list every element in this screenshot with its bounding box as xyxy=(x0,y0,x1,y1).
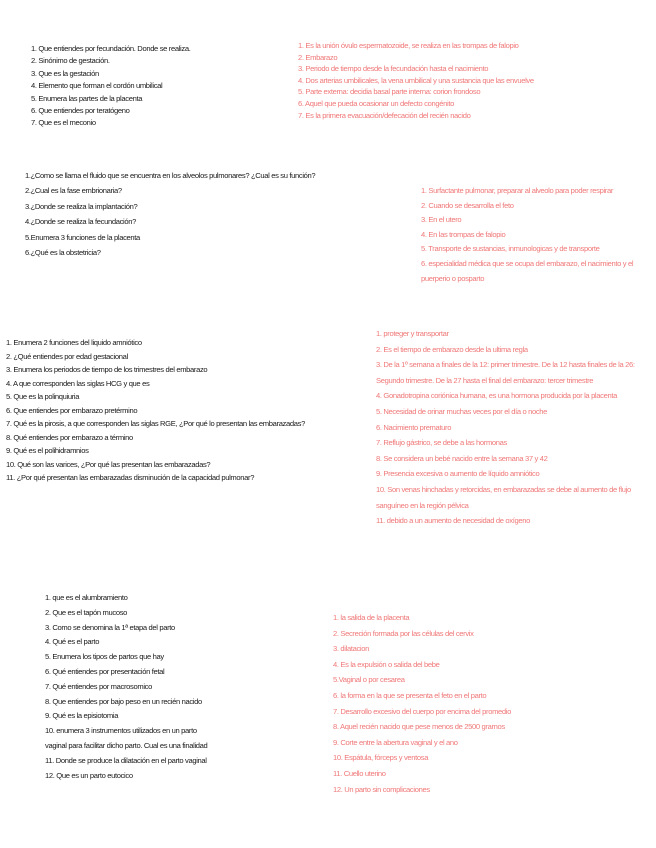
question-item: 3. Enumera los periodos de tiempo de los trimestres del embarazo xyxy=(6,365,208,374)
answer-item: 6. Aquel que pueda ocasionar un defecto congénito xyxy=(298,98,454,108)
question-item: 3. Como se denomina la 1ª etapa del parto xyxy=(45,622,175,632)
answer-item: 5.Vaginal o por cesarea xyxy=(333,675,405,685)
question-item: 12. Que es un parto eutocico xyxy=(45,770,133,780)
answer-item: 1. Es la unión óvulo espermatozoide, se realiza en las trompas de falopio xyxy=(298,41,519,50)
answer-item: 4. Gonadotropina coriónica humana, es una hormona producida por la placenta xyxy=(376,391,617,401)
question-item: 1.¿Como se llama el fluido que se encuentra en los alveolos pulmonares? ¿Cual es su función? xyxy=(25,171,316,180)
answer-item: 3. Periodo de tiempo desde la fecundación hasta el nacimiento xyxy=(298,64,489,74)
question-item: 4. A que corresponden las siglas HCG y que es xyxy=(6,378,150,388)
question-item: 3. Que es la gestación xyxy=(31,68,99,78)
section4-answers xyxy=(333,610,573,797)
question-item: 2.¿Cual es la fase embrionaria? xyxy=(25,186,122,196)
answer-item: 2. Es el tiempo de embarazo desde la ultima regla xyxy=(376,344,528,354)
question-item: 4. Elemento que forman el cordón umbilical xyxy=(31,81,163,91)
answer-item: 1. la salida de la placenta xyxy=(333,613,410,622)
answer-item: 11. Cuello uterino xyxy=(333,768,386,778)
answer-item: 4. Es la expulsión o salida del bebe xyxy=(333,659,440,669)
section2-questions xyxy=(25,168,415,260)
answer-item: 5. Necesidad de orinar muchas veces por el día o noche xyxy=(376,406,548,416)
answer-item: 3. De la 1º semana a finales de la 12: primer trimestre. De la 12 hasta finales de la 26: Segundo trimestre. De la 27 hasta el final del embarazo: tercer trimestre xyxy=(376,360,635,385)
question-item: 1. Que entiendes por fecundación. Donde se realiza. xyxy=(31,44,191,53)
answer-item: 7. Reflujo gástrico, se debe a las hormonas xyxy=(376,438,508,448)
section1-answers xyxy=(298,40,568,121)
answer-item: 6. Nacimiento prematuro xyxy=(376,422,452,432)
question-item: 7. Qué entiendes por macrosomico xyxy=(45,681,152,691)
question-item: 5. Enumera las partes de la placenta xyxy=(31,93,143,103)
answer-item: 2. Embarazo xyxy=(298,52,338,62)
question-item: 6. Qué entiendes por presentación fetal xyxy=(45,666,165,676)
question-item: 10. enumera 3 instrumentos utilizados en un parto vaginal para facilitar dicho parto. Cual es una finalidad xyxy=(45,726,208,750)
question-item: 9. Qué es el polihidramnios xyxy=(6,446,89,455)
answer-item: 8. Se considera un bebé nacido entre la semana 37 y 42 xyxy=(376,453,548,463)
question-item: 8. Que entiendes por bajo peso en un recién nacido xyxy=(45,696,202,706)
answer-item: 10. Espátula, fórceps y ventosa xyxy=(333,753,429,763)
question-item: 7. Qué es la pirosis, a que corresponden las siglas RGE, ¿Por qué lo presentan las embarazadas? xyxy=(6,419,305,428)
question-item: 5. Enumera los tipos de partos que hay xyxy=(45,652,164,662)
answer-item: 12. Un parto sin complicaciones xyxy=(333,784,430,794)
question-item: 10. Qué son las varices, ¿Por qué las presentan las embarazadas? xyxy=(6,459,211,469)
question-item: 4.¿Donde se realiza la fecundación? xyxy=(25,217,137,227)
answer-item: 5. Transporte de sustancias, inmunologicas y de transporte xyxy=(421,244,600,254)
question-item: 2. ¿Qué entiendes por edad gestacional xyxy=(6,351,128,361)
answer-item: 1. proteger y transportar xyxy=(376,329,449,338)
question-item: 6. Que entiendes por teratógeno xyxy=(31,106,130,116)
question-item: 1. Enumera 2 funciones del liquido amniótico xyxy=(6,338,142,347)
section4-questions xyxy=(45,591,215,783)
section1-questions xyxy=(31,43,286,130)
answer-item: 7. Desarrollo excesivo del cuerpo por encima del promedio xyxy=(333,706,512,716)
section2-answers xyxy=(421,184,643,286)
answer-item: 10. Son venas hinchadas y retorcidas, en embarazadas se debe al aumento de flujo sanguíneo en la región pélvica xyxy=(376,484,631,510)
question-item: 4. Qué es el parto xyxy=(45,637,100,647)
answer-item: 3. En el utero xyxy=(421,215,462,225)
question-item: 5.Enumera 3 funciones de la placenta xyxy=(25,232,140,242)
answer-item: 4. Dos arterias umbilicales, la vena umbilical y una sustancia que las envuelve xyxy=(298,75,534,85)
question-item: 9. Qué es la episiotomia xyxy=(45,711,119,721)
section3-answers xyxy=(376,326,646,529)
answer-item: 2. Secreción formada por las células del cervix xyxy=(333,628,474,638)
answer-item: 9. Presencia excesiva o aumento de líquido amniótico xyxy=(376,469,540,479)
answer-item: 2. Cuando se desarrolla el feto xyxy=(421,200,514,210)
answer-item: 3. dilatacion xyxy=(333,644,369,654)
answer-item: 6. especialidad médica que se ocupa del embarazo, el nacimiento y el puerperio o posparto xyxy=(421,258,634,283)
answer-item: 5. Parte externa: decidia basal parte interna: corion frondoso xyxy=(298,87,481,97)
answer-item: 11. debido a un aumento de necesidad de oxígeno xyxy=(376,516,530,526)
section3-questions xyxy=(6,336,371,485)
question-item: 5. Que es la polinquiuria xyxy=(6,392,80,401)
answer-item: 4. En las trompas de falopio xyxy=(421,229,506,239)
question-item: 8. Qué entiendes por embarazo a término xyxy=(6,432,133,442)
answer-item: 7. Es la primera evacuación/defecación del recién nacido xyxy=(298,110,471,120)
question-item: 11. Donde se produce la dilatación en el parto vaginal xyxy=(45,755,207,765)
answer-item: 9. Corte entre la abertura vaginal y el ano xyxy=(333,737,458,747)
question-item: 2. Que es el tapón mucoso xyxy=(45,607,128,617)
question-item: 3.¿Donde se realiza la implantación? xyxy=(25,201,138,211)
answer-item: 1. Surfactante pulmonar, preparar al alveolo para poder respirar xyxy=(421,186,614,195)
question-item: 2. Sinónimo de gestación. xyxy=(31,56,110,66)
question-item: 1. que es el alumbramiento xyxy=(45,593,128,602)
answer-item: 8. Aquel recién nacido que pese menos de 2500 gramos xyxy=(333,722,505,732)
question-item: 6.¿Qué es la obstetricia? xyxy=(25,248,101,258)
question-item: 11. ¿Por qué presentan las embarazadas disminución de la capacidad pulmonar? xyxy=(6,473,255,482)
answer-item: 6. la forma en la que se presenta el feto en el parto xyxy=(333,690,487,700)
question-item: 7. Que es el meconio xyxy=(31,118,96,128)
question-item: 6. Que entiendes por embarazo pretérmino xyxy=(6,405,138,415)
